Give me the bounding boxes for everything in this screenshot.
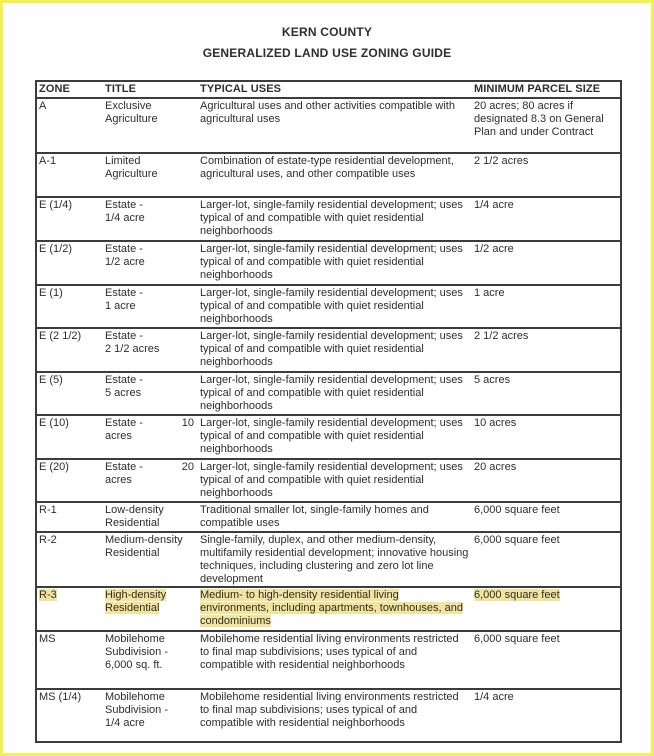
title-line: 1/2 acre bbox=[105, 256, 145, 268]
parcel-cell: 1/4 acre bbox=[474, 199, 514, 211]
table-row bbox=[37, 329, 620, 373]
table-row bbox=[37, 503, 620, 533]
zone-cell: E (5) bbox=[39, 374, 63, 386]
title-line: Low-density bbox=[105, 504, 164, 516]
title-line: acres bbox=[105, 474, 132, 486]
table-row bbox=[37, 99, 620, 154]
title-line: Estate - bbox=[105, 199, 143, 211]
zone-cell: E (1) bbox=[39, 287, 63, 299]
title-line: 5 acres bbox=[105, 387, 142, 399]
title-line: 2 1/2 acres bbox=[105, 343, 160, 355]
table-row bbox=[37, 154, 620, 198]
title-line: Estate - bbox=[105, 330, 143, 342]
title-cell bbox=[103, 632, 198, 672]
uses-cell: Mobilehome residential living environments restricted to final map subdivisions; uses typical of and compatible with residential neighborhoods bbox=[200, 633, 459, 671]
title-line: Residential bbox=[105, 602, 160, 614]
zone-cell: MS bbox=[39, 633, 56, 645]
zone-cell: E (10) bbox=[39, 417, 69, 429]
zone-cell: R-3 bbox=[39, 589, 57, 601]
page-title: KERN COUNTY bbox=[281, 25, 373, 39]
zone-cell: A-1 bbox=[39, 155, 57, 167]
zone-cell: E (1/4) bbox=[39, 199, 73, 211]
uses-cell: Larger-lot, single-family residential development; uses typical of and compatible with quiet residential neighborhoods bbox=[200, 243, 463, 281]
title-line: acres bbox=[105, 430, 132, 442]
title-cell bbox=[103, 198, 198, 225]
uses-cell: Combination of estate-type residential development, agricultural uses, and other compatible uses bbox=[200, 155, 454, 180]
zone-cell: E (1/2) bbox=[39, 243, 73, 255]
parcel-cell: 6,000 square feet bbox=[474, 589, 560, 601]
title-line: 1/4 acre bbox=[105, 717, 145, 729]
title-line: Estate - 10 bbox=[105, 417, 194, 429]
table-body bbox=[37, 99, 620, 741]
zone-cell: R-2 bbox=[39, 534, 57, 546]
table-row bbox=[37, 632, 620, 690]
table-row bbox=[37, 373, 620, 416]
table-row bbox=[37, 690, 620, 741]
uses-cell: Traditional smaller lot, single-family homes and compatible uses bbox=[200, 504, 429, 529]
title-cell bbox=[103, 533, 198, 560]
uses-cell: Larger-lot, single-family residential development; uses typical of and compatible with quiet residential neighborhoods bbox=[200, 287, 463, 325]
title-cell bbox=[103, 99, 198, 126]
title-line: 1/4 acre bbox=[105, 212, 145, 224]
title-line: Estate - bbox=[105, 287, 143, 299]
title-cell bbox=[103, 329, 198, 356]
title-line: Estate - 20 bbox=[105, 461, 194, 473]
title-line: Residential bbox=[105, 517, 160, 529]
uses-cell: Larger-lot, single-family residential development; uses typical of and compatible with quiet residential neighborhoods bbox=[200, 374, 463, 412]
uses-cell: Larger-lot, single-family residential development; uses typical of and compatible with quiet residential neighborhoods bbox=[200, 417, 463, 455]
table-row bbox=[37, 242, 620, 286]
table-row bbox=[37, 198, 620, 242]
title-line: Limited bbox=[105, 155, 141, 167]
column-header-minimum-parcel-size: MINIMUM PARCEL SIZE bbox=[474, 83, 601, 95]
title-cell bbox=[103, 503, 198, 530]
parcel-cell: 6,000 square feet bbox=[474, 633, 560, 645]
zoning-table bbox=[35, 80, 622, 743]
zone-cell: R-1 bbox=[39, 504, 57, 516]
table-row bbox=[37, 533, 620, 588]
title-line: Residential bbox=[105, 547, 160, 559]
title-cell bbox=[103, 588, 198, 615]
table-row bbox=[37, 588, 620, 632]
column-header-typical-uses: TYPICAL USES bbox=[200, 83, 282, 95]
title-cell bbox=[103, 416, 198, 443]
title-line: Mobilehome bbox=[105, 633, 165, 645]
title-cell bbox=[103, 690, 198, 730]
column-header-zone: ZONE bbox=[39, 83, 70, 95]
uses-cell: Agricultural uses and other activities compatible with agricultural uses bbox=[200, 100, 455, 125]
table-header-row bbox=[37, 82, 620, 99]
title-cell bbox=[103, 154, 198, 181]
title-line: Subdivision - bbox=[105, 646, 168, 658]
parcel-cell: 2 1/2 acres bbox=[474, 330, 529, 342]
column-header-title: TITLE bbox=[105, 83, 137, 95]
parcel-cell: 1 acre bbox=[474, 287, 505, 299]
title-line: High-density bbox=[105, 589, 167, 601]
parcel-cell: 10 acres bbox=[474, 417, 517, 429]
title-cell bbox=[103, 460, 198, 487]
title-cell bbox=[103, 373, 198, 400]
table-row bbox=[37, 286, 620, 329]
title-line: Subdivision - bbox=[105, 704, 168, 716]
title-line: Estate - bbox=[105, 374, 143, 386]
title-line: Medium-density bbox=[105, 534, 183, 546]
title-line: 1 acre bbox=[105, 300, 136, 312]
parcel-cell: 6,000 square feet bbox=[474, 534, 560, 546]
parcel-cell: 1/4 acre bbox=[474, 691, 514, 703]
zone-cell: A bbox=[39, 100, 47, 112]
uses-cell: Medium- to high-density residential living environments, including apartments, townhouses, and condominiums bbox=[200, 589, 463, 627]
parcel-cell: 6,000 square feet bbox=[474, 504, 560, 516]
table-row bbox=[37, 460, 620, 503]
parcel-cell: 1/2 acre bbox=[474, 243, 514, 255]
title-cell bbox=[103, 242, 198, 269]
table-row bbox=[37, 416, 620, 460]
title-line: Estate - bbox=[105, 243, 143, 255]
uses-cell: Larger-lot, single-family residential development; uses typical of and compatible with quiet residential neighborhoods bbox=[200, 199, 463, 237]
uses-cell: Larger-lot, single-family residential development; uses typical of and compatible with quiet residential neighborhoods bbox=[200, 330, 463, 368]
title-line: Agriculture bbox=[105, 168, 158, 180]
zone-cell: E (2 1/2) bbox=[39, 330, 82, 342]
uses-cell: Mobilehome residential living environments restricted to final map subdivisions; uses typical of and compatible with residential neighborhoods bbox=[200, 691, 459, 729]
zone-cell: E (20) bbox=[39, 461, 69, 473]
zone-cell: MS (1/4) bbox=[39, 691, 82, 703]
title-line: 6,000 sq. ft. bbox=[105, 659, 163, 671]
uses-cell: Single-family, duplex, and other medium-density, multifamily residential development; innovative housing techniques, including clustering and zero lot line development bbox=[200, 534, 469, 585]
title-line: Mobilehome bbox=[105, 691, 165, 703]
page-subtitle: GENERALIZED LAND USE ZONING GUIDE bbox=[202, 46, 452, 60]
parcel-cell: 5 acres bbox=[474, 374, 511, 386]
title-line: Exclusive bbox=[105, 100, 152, 112]
parcel-cell: 2 1/2 acres bbox=[474, 155, 529, 167]
parcel-cell: 20 acres; 80 acres if designated 8.3 on General Plan and under Contract bbox=[474, 100, 604, 138]
title-line: Agriculture bbox=[105, 113, 158, 125]
parcel-cell: 20 acres bbox=[474, 461, 517, 473]
uses-cell: Larger-lot, single-family residential development; uses typical of and compatible with quiet residential neighborhoods bbox=[200, 461, 463, 499]
title-cell bbox=[103, 286, 198, 313]
